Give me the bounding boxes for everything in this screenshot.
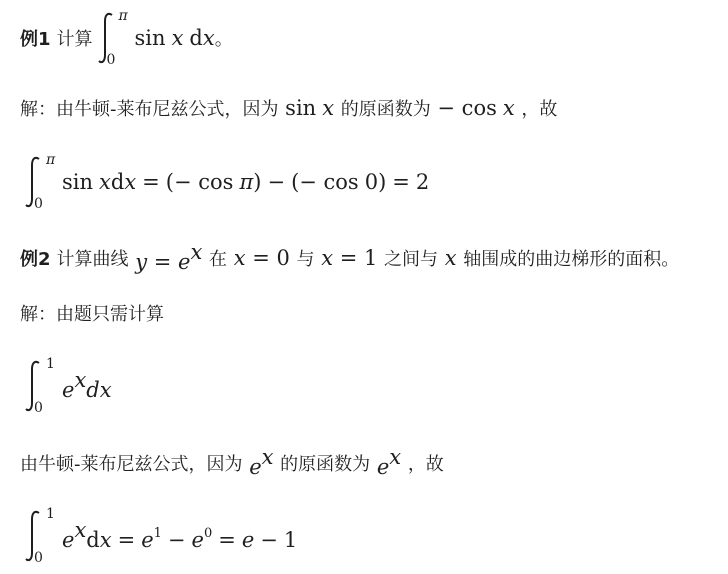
example-1-text: 计算 [56,29,93,50]
solution-3-mid: 的原函数为 [280,454,371,475]
integral-sign [20,154,60,210]
integral-sign [20,358,60,414]
integral-lower-limit: 0 [34,400,43,416]
equation-1-body: sin xdx = (− cos π) − (− cos 0) = 2 [62,170,430,194]
solution-1-mid: 的原函数为 [340,99,431,120]
solution-2 [20,300,164,326]
integral-lower-limit: 0 [106,52,116,68]
example-2-text: 计算曲线 [56,249,129,270]
integral-upper-limit: π [118,8,128,24]
solution-3-prefix: 由牛顿-莱布尼兹公式，因为 [20,454,243,475]
integral-lower-limit: 0 [34,550,43,566]
example-2-t3: 之间与 [384,249,439,270]
math-e-x-antiderivative: $e^x$ [376,445,402,479]
math-x: x [438,246,464,270]
integral-sign [20,508,60,564]
equation-1-result: 2 [415,170,430,194]
example-1-end: 。 [214,29,233,50]
example-1-label: 例1 [20,29,51,50]
integrand: sin x dx [134,26,215,50]
example-1 [20,10,233,66]
math-curve: $y = e^x$ [135,240,203,274]
solution-1-end: ，故 [521,99,558,120]
solution-2-text: 解：由题只需计算 [20,304,164,325]
integral-lower-limit: 0 [34,196,43,212]
example-2-t1: 在 [209,249,228,270]
math-neg-cos-x: − cos x [430,96,515,120]
equation-3 [20,508,297,564]
solution-1 [20,95,557,121]
equation-2 [20,358,112,414]
math-x-eq-1: x = 1 [321,246,385,270]
example-2-label: 例2 [20,249,51,270]
math-sin-x: sin x [278,96,335,120]
solution-1-prefix: 解：由牛顿-莱布尼兹公式，因为 [20,99,279,120]
equation-2-body: $e^xdx$ [62,368,112,402]
integral-upper-limit: π [46,152,56,168]
math-e-x: $e^x$ [249,445,274,479]
equation-3-body: $e^xdx = e^1 - e^0 = e - 1$ [62,518,298,552]
solution-3 [20,447,444,479]
integral-upper-limit: 1 [46,356,55,372]
integral-upper-limit: 1 [46,506,55,522]
example-2-t4: 轴围成的曲边梯形的面积。 [463,249,680,270]
solution-3-end: ，故 [407,454,444,475]
equation-1 [20,154,429,210]
math-x-eq-0: x = 0 [233,246,297,270]
example-2-t2: 与 [296,249,315,270]
example-2 [20,242,679,274]
integral-sign [93,10,133,66]
